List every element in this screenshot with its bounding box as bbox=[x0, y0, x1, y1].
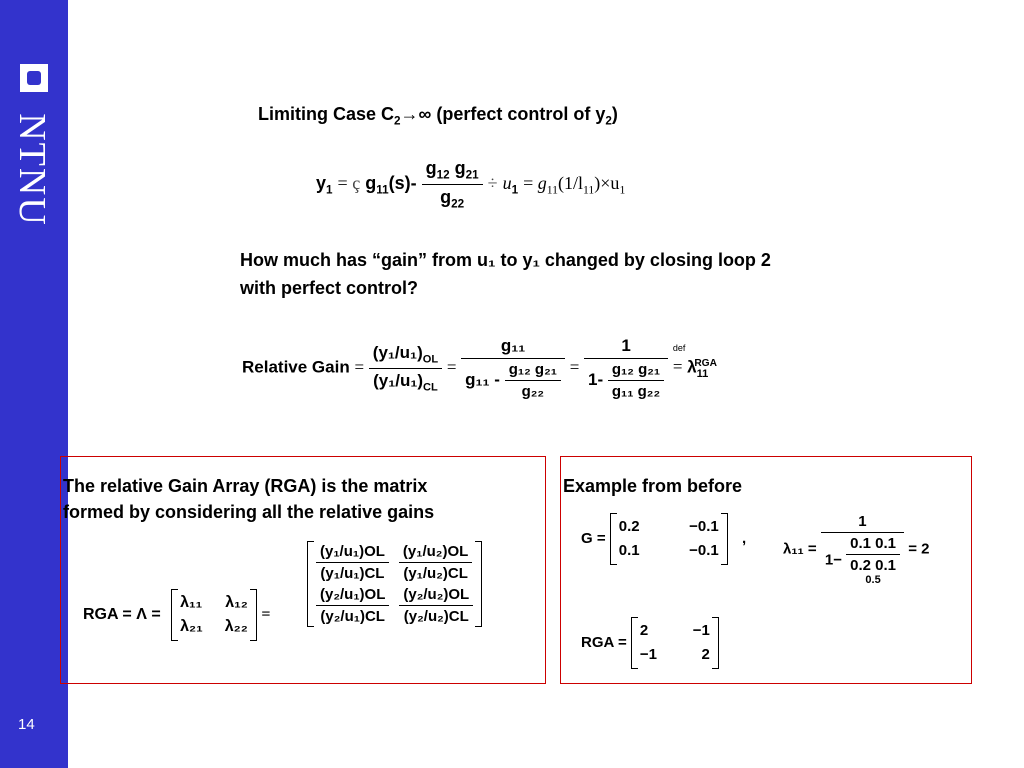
rga-result-matrix: RGA = 2 −1 −1 2 bbox=[581, 617, 719, 669]
rga-lambda-matrix: RGA = Λ = λ₁₁ λ₁₂ λ₂₁ λ₂₂ = bbox=[83, 589, 270, 641]
example-box bbox=[560, 456, 972, 684]
lambda11-calc: λ₁₁ = 1 1− 0.1 0.1 0.2 0.1 0.5 = 2 bbox=[783, 513, 930, 586]
rga-text-line2: formed by considering all the relative gains bbox=[63, 502, 435, 522]
page-number: 14 bbox=[18, 716, 35, 733]
rga-definition-box bbox=[60, 456, 546, 684]
ntnu-logo-icon bbox=[20, 64, 48, 92]
example-title: Example from before bbox=[563, 476, 743, 496]
sidebar bbox=[0, 0, 68, 768]
logo-text: NTNU bbox=[11, 113, 53, 227]
rga-text-line1: The relative Gain Array (RGA) is the matrix bbox=[63, 476, 428, 496]
bracket-left: ç bbox=[352, 172, 361, 193]
g-matrix: G = 0.2 −0.1 0.1 −0.1 , bbox=[581, 513, 746, 565]
equation-limiting-case: $y_1$ = ç $g_{11}(s)-$ $\frac{g_{12} g_{21}}{g_{22}}$ ÷ $u_1 = g_{11}(1/l_{11})\times u_1$ bbox=[316, 158, 626, 211]
rga-ratio-matrix: $\frac{\text{(y₁/u₁)OL}}{\text{(y₁/u₁)CL}}$ $\frac{\text{(y₁/u₂)OL}}{\text{(y₁/u₂)CL}}$ $\frac{\text{(y₂/u₁)OL}}{\text{(y₂/u₁)CL}}$ $\frac{\text{(y₂/u₂)OL}}{\text{(y₂/u₂)CL}}$ bbox=[307, 541, 482, 627]
question-text: How much has “gain” from u₁ to y₁ changed by closing loop 2 with perfect control? bbox=[240, 250, 771, 298]
slide-title: Limiting Case $C_2\to\infty$ (perfect control of $y_2$) bbox=[258, 104, 618, 128]
fraction-g12g21-g22: $\frac{g_{12} g_{21}}{g_{22}}$ bbox=[422, 158, 483, 210]
equation-relative-gain: Relative Gain = $\frac{(y_1/u_1)_{OL}}{(y_1/u_1)_{CL}}$ = g₁₁ g₁₁ - $\frac{\text{g₁₂ g₂₁}}{\text{g₂₂}}$ = 1 1- $\frac{\text{g₁₂ g₂₁}}{\text{g₁₁ g₂₂}}$ def = $\lambda_{11}^{RGA}$ bbox=[242, 336, 717, 400]
